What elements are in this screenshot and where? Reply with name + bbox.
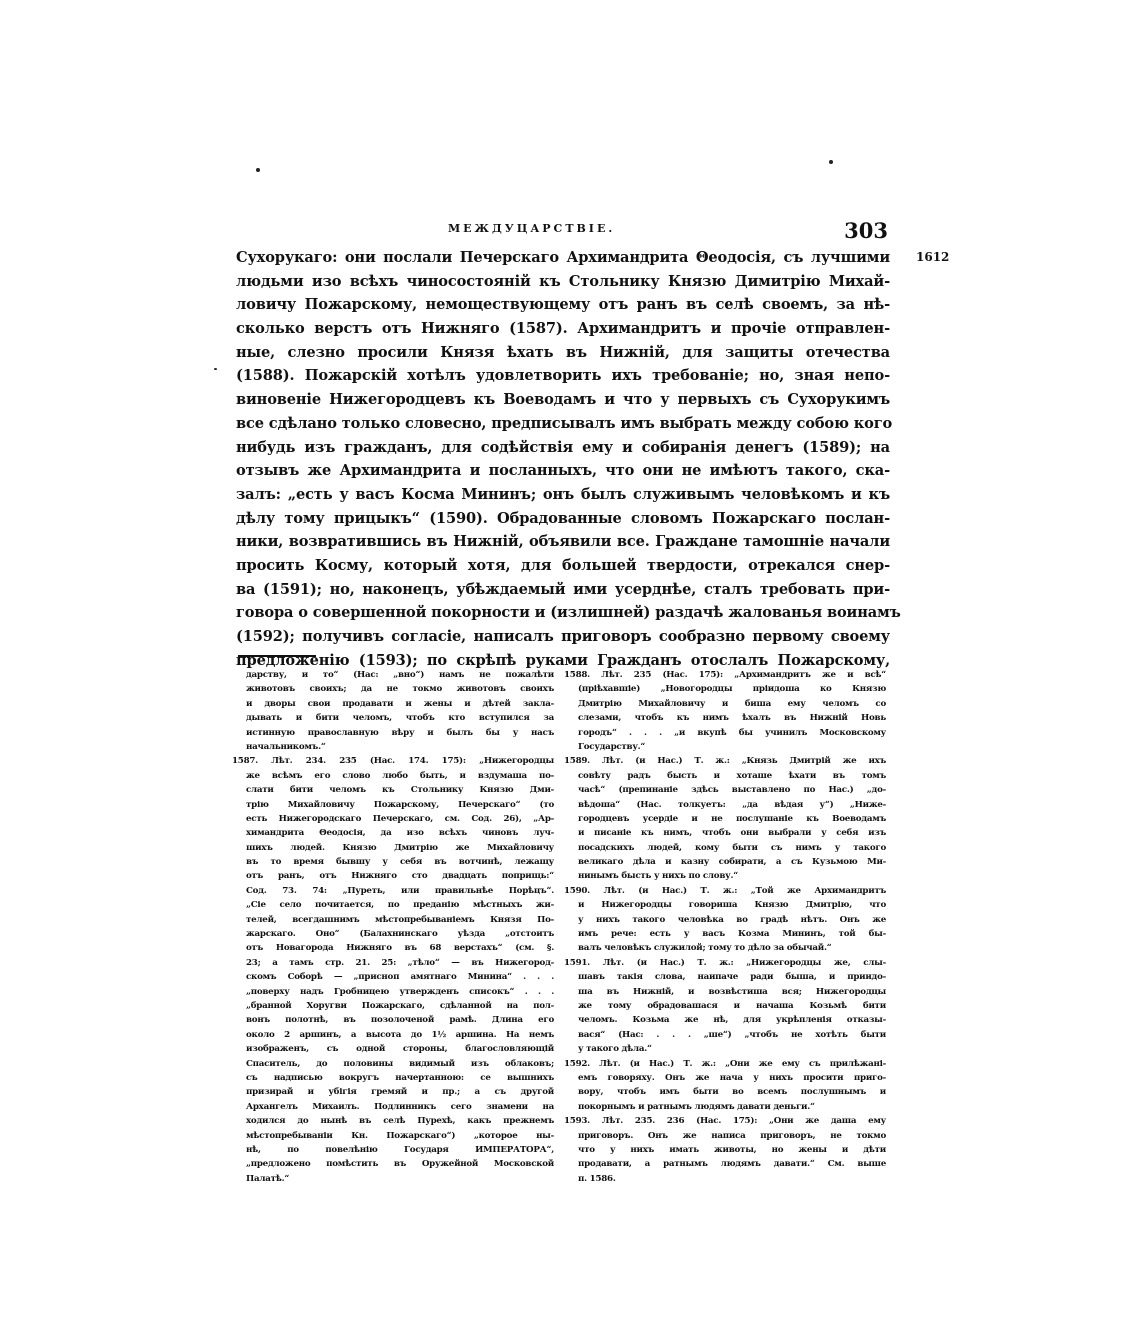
footnote-line: вору, чтобъ имъ быти во всемъ послушнымъ и [578, 1087, 886, 1098]
footnote-line: „Сіе село почитается, по преданію мѣстныхъ жи- [246, 900, 554, 911]
footnote-line: вонъ полотнѣ, въ позолоченой рамѣ. Длина его [246, 1015, 554, 1026]
footnotes-right-column [564, 668, 886, 1186]
text-line: отзывъ же Архимандрита и посланныхъ, что они не имѣютъ такого, ска- [236, 462, 890, 480]
footnote-line: нѣ, по повелѣнію Государя ИМПЕРАТОРА“, [246, 1144, 554, 1155]
footnote-line: же тому обрадовашася и начаша Козьмѣ бити [578, 1000, 886, 1011]
footnote-line: слати бити челомъ къ Стольнику Князю Дми- [246, 785, 554, 796]
footnote-line: и дворы свои продавати и жены и дѣтей закла- [246, 698, 554, 709]
main-text [236, 246, 901, 672]
footnote-line: 1589. Лѣт. (и Нас.) Т. ж.: „Князь Дмитрій же ихъ [564, 756, 886, 767]
text-line: ные, слезно просили Князя ѣхать въ Нижній, для защиты отечества [236, 343, 890, 361]
footnote-line: п. 1586. [578, 1173, 616, 1184]
footnote-line: нинымъ бысть у нихъ по слову.“ [578, 871, 738, 882]
footnote-line: 1593. Лѣт. 235. 236 (Нас. 175): „Они же даша ему [564, 1116, 886, 1127]
footnote-line: у такого дѣла.“ [578, 1044, 652, 1055]
footnote-line: изображенъ, съ одной стороны, благословляющій [246, 1044, 554, 1055]
footnote-rule [238, 655, 316, 657]
footnote-line: Архангелъ Михаилъ. Подлинникъ сего знамени на [246, 1101, 554, 1112]
text-line: предложенію (1593); по скрѣпѣ руками Гражданъ отослалъ Пожарскому, [236, 651, 890, 669]
footnote-line: посадскихъ людей, кому быти съ нимъ у такого [578, 842, 886, 853]
footnote-line: приговоръ. Онъ же написа приговоръ, не токмо [578, 1130, 886, 1141]
footnote-line: имъ рече: есть у васъ Козма Мининъ, той бы- [578, 929, 886, 940]
footnote-line: начальникомъ.“ [246, 741, 326, 752]
footnote-line: городъ“ . . . „и вкупѣ бы учинилъ Московскому [578, 727, 886, 738]
footnote-line: „бранной Хоругви Пожарскаго, сдѣланной на пол- [246, 1000, 554, 1011]
footnote-line: городцевъ усердіе и не послушаніе къ Воеводамъ [578, 813, 886, 824]
footnote-line: шихъ людей. Князю Дмитрію же Михайловичу [246, 842, 554, 853]
footnote-line: шавъ такія слова, наипаче ради быша, и приидо- [578, 972, 886, 983]
footnote-line: трію Михайловичу Пожарскому, Печерскаго“ (то [246, 799, 554, 810]
text-line: просить Косму, который хотя, для большей твердости, отрекался снер- [236, 556, 890, 574]
footnote-line: же всѣмъ его слово любо быть, и вздумаша по- [246, 770, 554, 781]
footnote-line: „предложено помѣстить въ Оружейной Московской [246, 1159, 554, 1170]
scan-speck [214, 368, 217, 370]
footnote-line: Государству.“ [578, 741, 646, 752]
footnote-line: призирай и убігія гремяй и пр.; а съ другой [246, 1087, 554, 1098]
text-line: людьми изо всѣхъ чиносостояній къ Стольнику Князю Димитрію Михай- [236, 272, 890, 290]
footnote-line: Сод. 73. 74: „Пуреть, или правильнѣе Порѣцъ“. [246, 885, 554, 896]
footnote-line: слезами, чтобъ къ нимъ ѣхалъ въ Нижній Новь [578, 713, 886, 724]
footnote-line: истинную православную вѣру и былъ бы у насъ [246, 727, 554, 738]
text-line: (1592); получивъ согласіе, написалъ приговоръ сообразно первому своему [236, 628, 890, 645]
text-line: ники, возвратившись въ Нижній, объявили все. Граждане тамошніе начали [236, 533, 890, 551]
footnote-line: (пріѣхавшіе) „Новогородцы пріидоша ко Князю [578, 684, 886, 695]
text-line: ловичу Пожарскому, немоществующему отъ ранъ въ селѣ своемъ, за нѣ- [236, 296, 890, 314]
footnote-line: въ то время бывшу у себя въ вотчинѣ, лежащу [246, 857, 554, 868]
footnote-line: Спаситель, до половины видимый изъ облаковъ; [246, 1058, 554, 1069]
footnote-line: продавати, а ратнымъ людямъ давати.“ См. выше [578, 1159, 886, 1170]
footnote-line: телей, всегдашнимъ мѣстопребываніемъ Князя По- [246, 914, 554, 925]
footnote-line: мѣстопребываніи Кн. Пожарскаго“) „которое ны- [246, 1130, 554, 1141]
footnote-line: дарству, и то“ (Нас: „вно“) намъ не пожалѣти [246, 670, 554, 680]
scan-speck [256, 168, 260, 172]
footnote-line: отъ Новагорода Нижняго въ 68 верстахъ“ (см. §. [246, 943, 554, 954]
footnote-line: есть Нижегородскаго Печерскаго, см. Сод. 26), „Ар- [246, 813, 554, 824]
footnote-line: отъ ранъ, отъ Нижняго сто двадцать поприщь:“ [246, 871, 554, 882]
footnote-line: животовъ своихъ; да не токмо животовъ своихъ [246, 684, 554, 695]
footnotes-left-column [232, 668, 554, 1186]
footnote-line: челомъ. Козьма же нѣ, для укрѣпленія отказы- [578, 1015, 886, 1026]
footnote-line: химандрита Θеодосія, да изо всѣхъ чиновъ луч- [246, 828, 554, 839]
text-line: ва (1591); но, наконецъ, убѣждаемый ими усерднѣе, сталъ требовать при- [236, 580, 890, 598]
footnote-line: 1590. Лѣт. (и Нас.) Т. ж.: „Той же Архимандритъ [564, 885, 886, 896]
footnote-line: емъ говоряху. Онъ же нача у нихъ просити приго- [578, 1072, 886, 1083]
footnote-line: великаго дѣла и казну собирати, а съ Кузьмою Ми- [578, 857, 886, 868]
footnote-line: ходился до нынѣ въ селѣ Пурехѣ, какъ прежнемъ [246, 1116, 554, 1127]
footnote-line: съ надписью вокругъ начертанною: се вышнихъ [246, 1072, 554, 1083]
text-line: нибудь изъ гражданъ, для содѣйствія ему и собиранія денегъ (1589); на [236, 438, 890, 456]
footnote-line: Дмитрію Михайловичу и биша ему челомъ со [578, 698, 886, 709]
text-line: все сдѣлано только словесно, предписывалъ имъ выбрать между собою кого [236, 414, 893, 432]
footnote-line: „поверху надъ Гробницею утвержденъ списокъ“ . . . [246, 986, 554, 997]
text-line: дѣлу тому прицыкъ“ (1590). Обрадованные словомъ Пожарскаго послан- [236, 509, 890, 527]
footnote-line: ша въ Нижній, и возвѣстиша вся; Нижегородцы [578, 986, 886, 997]
footnote-line: у нихъ такого человѣка во градѣ нѣтъ. Онъ же [578, 914, 886, 925]
text-line: Сухорукаго: они послали Печерскаго Архимандрита Θеодосія, съ лучшими [236, 249, 890, 266]
footnote-line: и писаніе къ нимъ, чтобъ они выбрали у себя изъ [578, 828, 886, 839]
footnote-line: покорнымъ и ратнымъ людямъ давати деньги.“ [578, 1101, 815, 1112]
scan-speck [829, 160, 833, 164]
footnote-line: 1592. Лѣт. (и Нас.) Т. ж.: „Они же ему съ прилѣжані- [564, 1058, 886, 1069]
text-line: сколько верстъ отъ Нижняго (1587). Архимандритъ и прочіе отправлен- [236, 320, 890, 338]
footnote-line: скомъ Соборѣ — „присноп амятнаго Минина“ . . . [246, 972, 554, 983]
page-header [236, 218, 888, 244]
footnote-line: вася“ (Нас: . . . „ше“) „чтобъ не хотѣть быти [578, 1029, 886, 1040]
footnote-line: Палатѣ.“ [246, 1173, 290, 1184]
footnote-line: 1591. Лѣт. (и Нас.) Т. ж.: „Нижегородцы же, слы- [564, 957, 886, 968]
footnote-line: и Нижегородцы говориша Князю Дмитрію, что [578, 900, 886, 911]
margin-year: 1612 [916, 250, 950, 264]
footnote-line: около 2 аршинъ, а высота до 1½ аршина. На немъ [246, 1029, 554, 1040]
footnote-line: вѣдоша“ (Нас. толкуетъ: „да вѣдая у“) „Ниже- [578, 799, 886, 810]
page-number: 303 [844, 218, 888, 243]
footnote-line: жарскаго. Оно“ (Балахнинскаго уѣзда „отстоитъ [246, 929, 554, 940]
footnote-line: 23; а тамъ стр. 21. 25: „тѣло“ — въ Нижегород- [246, 957, 554, 968]
footnote-line: 1587. Лѣт. 234. 235 (Нас. 174. 175): „Нижегородцы [232, 756, 554, 767]
running-title: МЕЖДУЦАРСТВІЕ. [448, 222, 616, 235]
footnote-line: часѣ“ (препинаніе здѣсь выставлено по Нас.) „до- [578, 785, 886, 796]
footnote-line: 1588. Лѣт. 235 (Нас. 175): „Архимандритъ же и всѣ“ [564, 670, 886, 680]
footnote-line: совѣту радъ бысть и хоташе ѣхати въ томъ [578, 770, 886, 781]
footnote-line: валъ человѣкъ служилой; тому то дѣло за обычай.“ [578, 943, 832, 954]
text-line: (1588). Пожарскій хотѣлъ удовлетворить ихъ требованіе; но, зная непо- [236, 367, 890, 385]
text-line: залъ: „есть у васъ Косма Мининъ; онъ былъ служивымъ человѣкомъ и къ [236, 485, 890, 503]
text-line: виновеніе Нижегородцевъ къ Воеводамъ и что у первыхъ съ Сухорукимъ [236, 391, 890, 409]
footnote-line: дывать и бити челомъ, чтобъ кто вступился за [246, 713, 554, 724]
text-line: говора о совершенной покорности и (излишней) раздачѣ жалованья воинамъ [236, 604, 901, 622]
footnote-line: что у нихъ имать животы, но жены и дѣти [578, 1144, 886, 1155]
